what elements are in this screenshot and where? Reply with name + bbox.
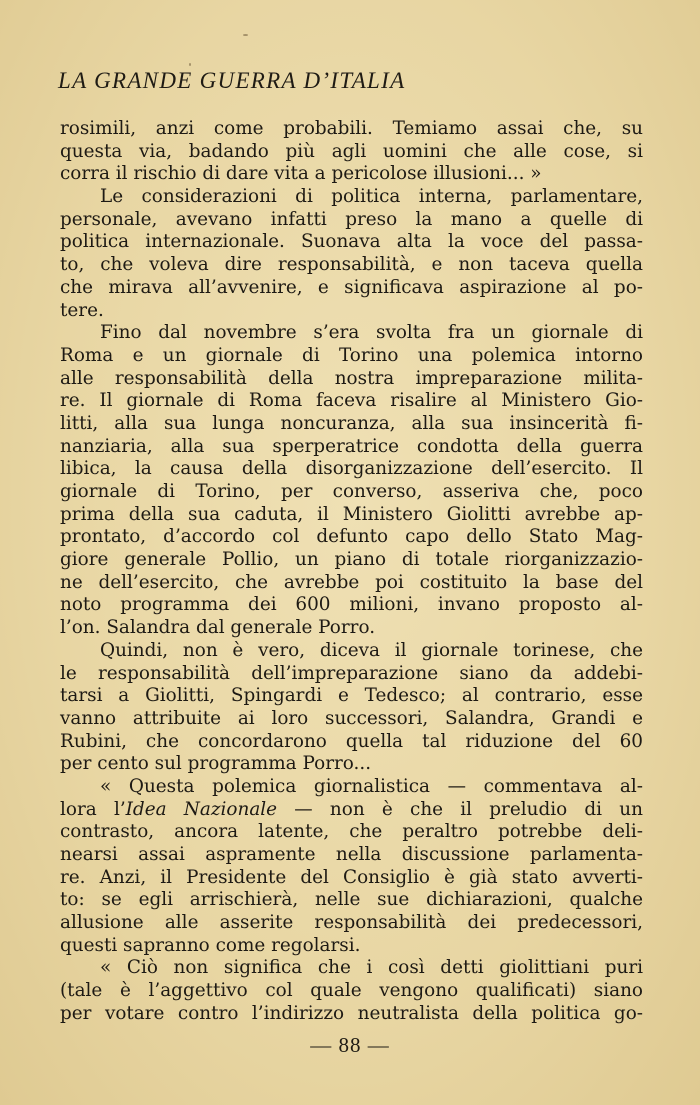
text-line: alle responsabilità della nostra impreparazione milita- [60, 367, 643, 389]
text-line: nearsi assai aspramente nella discussione parlamenta- [60, 844, 643, 865]
text-line: Le considerazioni di politica interna, parlamentare, [100, 186, 643, 208]
text-line: personale, avevano infatti preso la mano a quelle di [60, 208, 643, 230]
text-line: litti, alla sua lunga noncuranza, alla sua insincerità fi- [60, 412, 643, 434]
text-line: l’on. Salandra dal generale Porro. [60, 617, 376, 639]
text-line: per votare contro l’indirizzo neutralista della politica go- [60, 1002, 643, 1024]
text-line: libica, la causa della disorganizzazione dell’esercito. Il [60, 458, 643, 480]
text-line: tere. [60, 299, 104, 321]
text-line: corra il rischio di dare vita a pericolose illusioni... » [60, 163, 542, 185]
text-line: questi sapranno come regolarsi. [60, 934, 361, 956]
paper-speck [243, 34, 248, 36]
text-line: re. Il giornale di Roma faceva risalire al Ministero Gio- [60, 390, 643, 412]
text-line: ne dell’esercito, che avrebbe poi costituito la base del [60, 571, 643, 593]
text-line: Roma e un giornale di Torino una polemica intorno [60, 344, 643, 366]
text-line: allusione alle asserite responsabilità dei predecessori, [60, 912, 643, 934]
text-line: rosimili, anzi come probabili. Temiamo assai che, su [60, 118, 643, 139]
text-line: giore generale Pollio, un piano di totale riorganizzazio- [60, 549, 643, 571]
text-line: « Ciò non significa che i così detti giolittiani puri [100, 957, 643, 979]
text-line: re. Anzi, il Presidente del Consiglio è già stato avverti- [60, 866, 643, 888]
paper-speck [189, 63, 191, 66]
text-line: to: se egli arrischierà, nelle sue dichiarazioni, qualche [60, 889, 643, 911]
text-line [60, 799, 643, 822]
text-line: Rubini, che concordarono quella tal riduzione del 60 [60, 730, 643, 752]
body-text [60, 118, 643, 1026]
text-line: politica internazionale. Suonava alta la voce del passa- [60, 231, 643, 253]
text-line: vanno attribuite ai loro successori, Salandra, Grandi e [60, 707, 643, 729]
text-line: « Questa polemica giornalistica — commentava al- [100, 775, 643, 797]
text-line: (tale è l’aggettivo col quale vengono qualificati) siano [60, 980, 643, 1002]
text-line: tarsi a Giolitti, Spingardi e Tedesco; al contrario, esse [60, 685, 643, 707]
text-line: per cento sul programma Porro... [60, 753, 372, 775]
text-run: lora l’ [60, 798, 126, 820]
text-line: giornale di Torino, per converso, asseriva che, poco [60, 481, 643, 502]
text-line: noto programma dei 600 milioni, invano proposto al- [60, 594, 643, 616]
italic-title: Idea Nazionale [125, 798, 278, 820]
text-line: Fino dal novembre s’era svolta fra un giornale di [100, 322, 643, 344]
text-line: che mirava all’avvenire, e significava aspirazione al po- [60, 276, 643, 298]
text-line: nanziaria, alla sua sperperatrice condotta della guerra [60, 435, 643, 457]
text-line: to, che voleva dire responsabilità, e non taceva quella [60, 254, 643, 276]
running-head-title: LA GRANDE GUERRA D’ITALIA [58, 68, 406, 93]
text-line: prontato, d’accordo col defunto capo dello Stato Mag- [60, 526, 643, 548]
text-line: Quindi, non è vero, diceva il giornale torinese, che [100, 639, 643, 661]
text-line: le responsabilità dell’impreparazione siano da addebi- [60, 662, 643, 684]
page-number: — 88 — [310, 1033, 390, 1057]
text-line: questa via, badando più agli uomini che alle cose, si [60, 140, 643, 162]
text-line: contrasto, ancora latente, che peraltro potrebbe deli- [60, 821, 643, 843]
text-run: — non è che il preludio di un [277, 798, 643, 820]
text-line: prima della sua caduta, il Ministero Giolitti avrebbe ap- [60, 503, 643, 525]
